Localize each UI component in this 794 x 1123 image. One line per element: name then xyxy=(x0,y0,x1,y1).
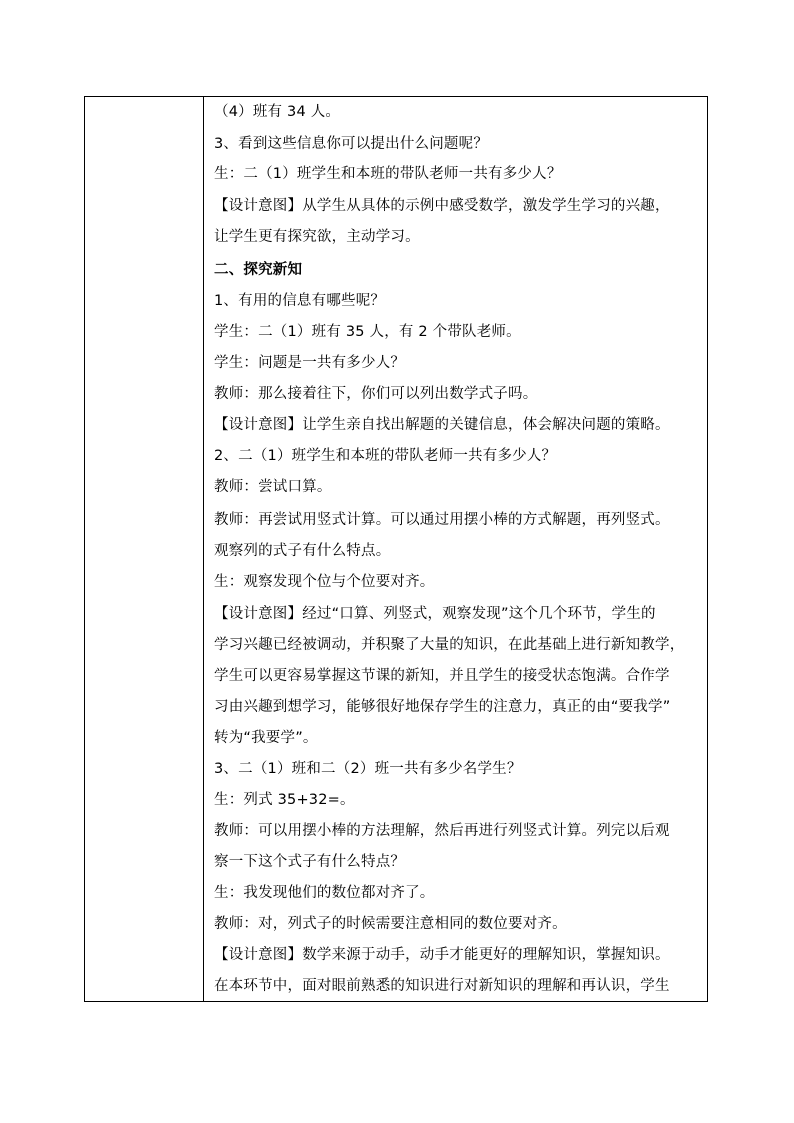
text-line: 【设计意图】数学来源于动手，动手才能更好的理解知识，掌握知识。 xyxy=(214,947,670,963)
text-line: 3、看到这些信息你可以提出什么问题呢？ xyxy=(214,136,489,152)
text-line: 【设计意图】让学生亲自找出解题的关键信息，体会解决问题的策略。 xyxy=(214,417,670,433)
text-line: 学生可以更容易掌握这节课的新知，并且学生的接受状态饱满。合作学 xyxy=(214,668,670,684)
text-line: 生：二（1）班学生和本班的带队老师一共有多少人？ xyxy=(214,166,562,182)
text-line: 生：列式 35+32=。 xyxy=(214,792,355,808)
text-line: 教师：可以用摆小棒的方法理解，然后再进行列竖式计算。列完以后观 xyxy=(214,823,670,839)
text-line: 教师：尝试口算。 xyxy=(214,479,332,495)
text-line: 2、二（1）班学生和本班的带队老师一共有多少人？ xyxy=(214,448,557,464)
left-column-cell xyxy=(85,97,204,1001)
text-line: 1、有用的信息有哪些呢？ xyxy=(214,293,386,309)
text-line: 学生：二（1）班有 35 人，有 2 个带队老师。 xyxy=(214,324,521,340)
text-line: 生：我发现他们的数位都对齐了。 xyxy=(214,885,435,901)
text-line: 教师：对，列式子的时候需要注意相同的数位要对齐。 xyxy=(214,916,567,932)
text-line: 转为“我要学”。 xyxy=(214,730,318,746)
right-column-cell xyxy=(204,97,707,1001)
text-line: 让学生更有探究欲，主动学习。 xyxy=(214,229,420,245)
text-line: 教师：再尝试用竖式计算。可以通过用摆小棒的方式解题，再列竖式。 xyxy=(214,512,670,528)
text-line: （4）班有 34 人。 xyxy=(214,104,341,120)
text-line: 观察列的式子有什么特点。 xyxy=(214,543,391,559)
text-line: 学习兴趣已经被调动，并积聚了大量的知识，在此基础上进行新知教学， xyxy=(214,637,685,653)
text-line: 学生：问题是一共有多少人？ xyxy=(214,355,406,371)
text-line: 生：观察发现个位与个位要对齐。 xyxy=(214,574,435,590)
text-line: 3、二（1）班和二（2）班一共有多少名学生？ xyxy=(214,761,522,777)
text-line: 教师：那么接着往下，你们可以列出数学式子吗。 xyxy=(214,386,538,402)
text-line: 察一下这个式子有什么特点？ xyxy=(214,854,406,870)
text-line: 在本环节中，面对眼前熟悉的知识进行对新知识的理解和再认识，学生 xyxy=(214,978,670,994)
section-heading: 二、探究新知 xyxy=(214,262,303,278)
text-line: 习由兴趣到想学习，能够很好地保存学生的注意力，真正的由“要我学” xyxy=(214,699,671,715)
lesson-table xyxy=(84,96,708,1002)
text-line: 【设计意图】从学生从具体的示例中感受数学，激发学生学习的兴趣， xyxy=(214,198,670,214)
text-line: 【设计意图】经过“口算、列竖式，观察发现”这个几个环节，学生的 xyxy=(214,606,656,622)
